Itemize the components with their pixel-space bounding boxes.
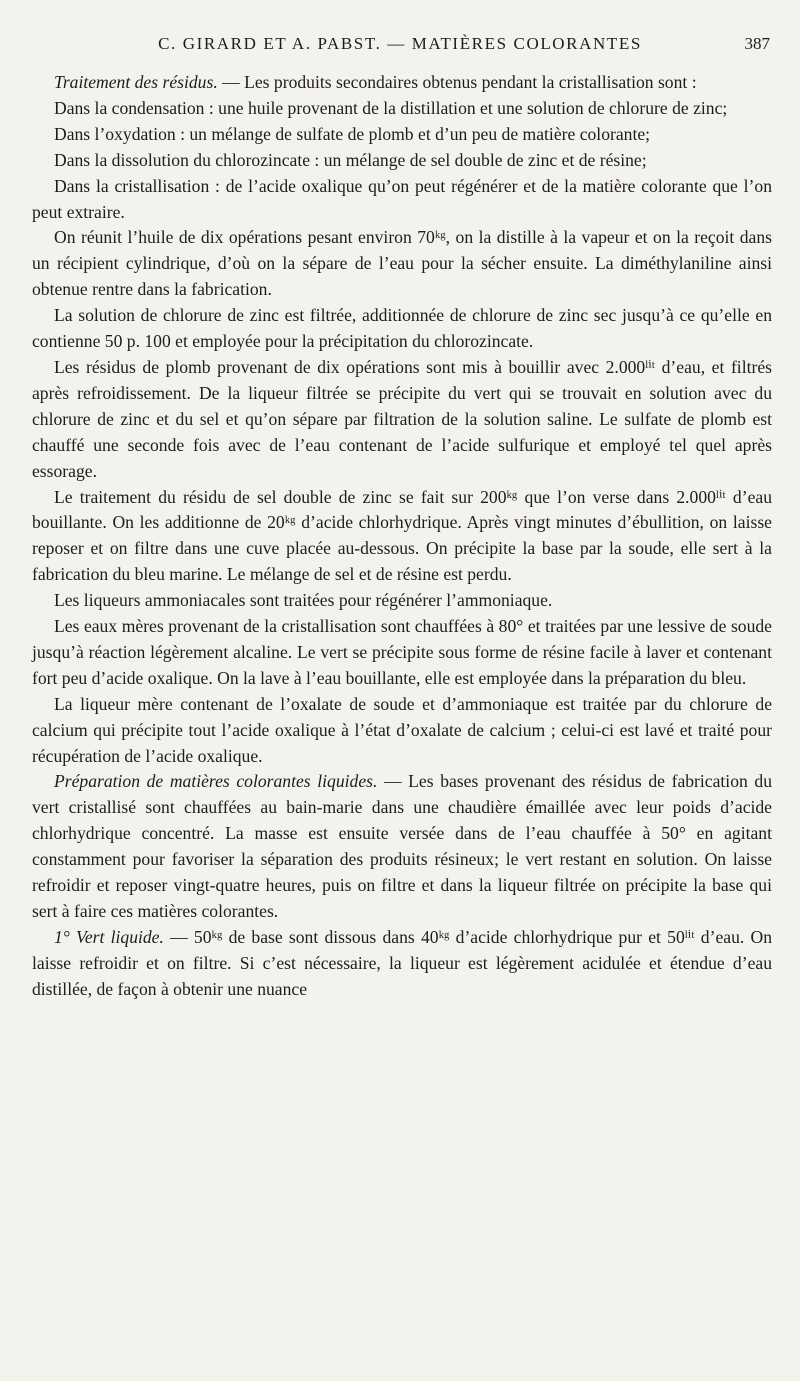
paragraph <box>32 485 772 589</box>
paragraph <box>32 614 772 692</box>
paragraph-text: La liqueur mère contenant de l’oxalate de soude et d’ammoniaque est traitée par du chlorure de calcium qui précipite tout l’acide oxalique à l’état d’oxalate de calcium ; celui-ci est lavé et traité pour récupération de l’acide oxalique. <box>32 693 772 766</box>
page-number: 387 <box>744 34 770 53</box>
paragraph <box>32 588 772 614</box>
paragraph <box>32 355 772 485</box>
paragraph-text: Le traitement du résidu de sel double de zinc se fait sur 200ᵏᵍ que l’on verse dans 2.000ˡⁱᵗ d’eau bouillante. On les additionne de 20ᵏᵍ d’acide chlorhydrique. Après vingt minutes d’ébullition, on laisse reposer et on filtre dans une cuve placée au-dessous. On précipite la base par la soude, elle sert à la fabrication du bleu marine. Le mélange de sel et de résine est perdu. <box>32 486 772 585</box>
paragraph <box>32 225 772 303</box>
paragraph <box>32 692 772 770</box>
paragraph <box>32 925 772 1003</box>
paragraph <box>32 174 772 226</box>
paragraph-text: Dans l’oxydation : un mélange de sulfate de plomb et d’un peu de matière colorante; <box>54 123 651 144</box>
paragraph-text: La solution de chlorure de zinc est filtrée, additionnée de chlorure de zinc sec jusqu’à ce qu’elle en contienne 50 p. 100 et employée pour la précipitation du chlorozincate. <box>32 305 772 352</box>
paragraph-text: — Les produits secondaires obtenus pendant la cristallisation sont : <box>217 72 697 92</box>
paragraph-text: Les eaux mères provenant de la cristallisation sont chauffées à 80° et traitées par une lessive de soude jusqu’à réaction légèrement alcaline. Le vert se précipite sous forme de résine facile à laver et contenant fort peu d’acide oxalique. On la lave à l’eau bouillante, elle est employée dans la préparation du bleu. <box>32 616 772 688</box>
paragraph <box>32 148 772 174</box>
section-heading: Traitement des résidus. <box>54 72 218 92</box>
subsection-heading: 1° Vert liquide. <box>54 926 164 947</box>
paragraph <box>32 70 772 96</box>
paragraph-text: Dans la cristallisation : de l’acide oxalique qu’on peut régénérer et de la matière colorante que l’on peut extraire. <box>32 175 772 222</box>
section-heading: Préparation de matières colorantes liquides. <box>54 771 378 792</box>
paragraph-text: Les résidus de plomb provenant de dix opérations sont mis à bouillir avec 2.000ˡⁱᵗ d’eau, et filtrés après refroidissement. De la liqueur filtrée se précipite du vert qui se trouvait en solution avec du chlorure de zinc et du sel et qu’on sépare par filtration de la solution saline. Le sulfate de plomb est chauffé une seconde fois avec de l’eau contenant de l’acide sulfurique et employé tel quel après essorage. <box>32 356 772 481</box>
running-title: C. GIRARD ET A. PABST. — MATIÈRES COLORANTES <box>158 34 642 53</box>
paragraph <box>32 769 772 924</box>
paragraph-text: On réunit l’huile de dix opérations pesant environ 70ᵏᵍ, on la distille à la vapeur et on la reçoit dans un récipient cylindrique, d’où on la sépare de l’eau pour la sécher ensuite. La diméthylaniline ainsi obtenue rentre dans la fabrication. <box>32 227 772 300</box>
paragraph-text: Les liqueurs ammoniacales sont traitées pour régénérer l’ammoniaque. <box>54 590 553 611</box>
paragraph-text: Dans la condensation : une huile provenant de la distillation et une solution de chlorure de zinc; <box>54 97 728 118</box>
page-header <box>0 34 800 56</box>
paragraph-text: — Les bases provenant des résidus de fabrication du vert cristallisé sont chauffées au bain-marie dans une chaudière émaillée avec leur poids d’acide chlorhydrique concentré. La masse est ensuite versée dans de l’eau chauffée à 50° en agitant constamment pour favoriser la séparation des produits résineux; le vert restant en solution. On laisse refroidir et reposer vingt-quatre heures, puis on filtre et dans la liqueur filtrée on précipite la base qui sert à faire ces matières colorantes. <box>32 771 772 921</box>
paragraph-text: — 50ᵏᵍ de base sont dissous dans 40ᵏᵍ d’acide chlorhydrique pur et 50ˡⁱᵗ d’eau. On laisse refroidir et on filtre. Si c’est nécessaire, la liqueur est légèrement acidulée et étendue d’eau distillée, de façon à obtenir une nuance <box>32 926 772 999</box>
paragraph-text: Dans la dissolution du chlorozincate : un mélange de sel double de zinc et de résine; <box>54 149 647 170</box>
paragraph <box>32 303 772 355</box>
paragraph <box>32 96 772 122</box>
paragraph <box>32 122 772 148</box>
body-text <box>32 70 772 1003</box>
